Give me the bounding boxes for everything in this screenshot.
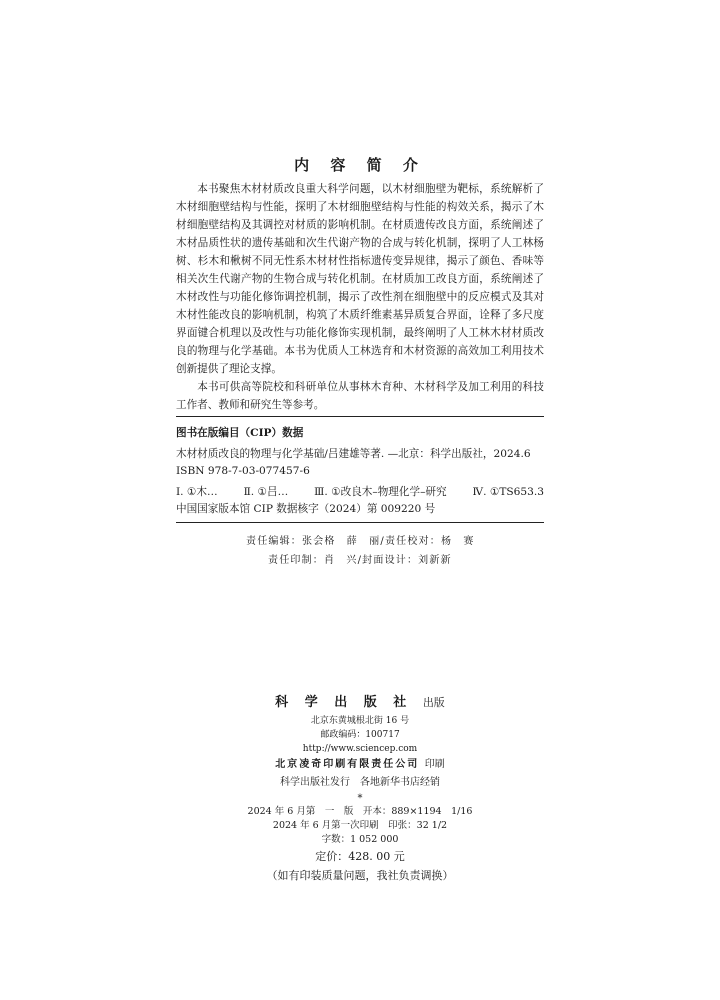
- cip-record-number: 中国国家版本馆 CIP 数据核字（2024）第 009220 号: [176, 503, 436, 515]
- publisher-line: [0, 692, 720, 714]
- cip-class-2: Ⅱ. ①吕…: [243, 486, 289, 498]
- cip-heading: 图书在版编目（CIP）数据: [176, 427, 304, 439]
- printer-line: [0, 756, 720, 773]
- cip-top-rule: [176, 416, 544, 417]
- separator-star: *: [357, 793, 363, 804]
- cip-class-3: Ⅲ. ①改良木–物理化学–研究: [314, 486, 447, 498]
- staff-editors: 责任编辑：张会格 薛 丽/责任校对：杨 赛: [246, 536, 475, 547]
- cip-classification: [176, 484, 544, 501]
- imprint-block: [0, 692, 720, 885]
- publisher-postcode: 邮政编码：100717: [320, 730, 400, 740]
- summary-title: 内 容 简 介: [294, 156, 426, 174]
- word-count: 字数：1 052 000: [321, 834, 399, 845]
- quality-note: （如有印装质量问题，我社负责调换）: [266, 869, 454, 882]
- publisher-name: 科 学 出 版 社: [275, 695, 413, 710]
- price: 定价：428. 00 元: [315, 850, 405, 863]
- distribution-line: 科学出版社发行 各地新华书店经销: [280, 777, 440, 788]
- summary-paragraph-1: 本书聚焦木材材质改良重大科学问题，以木材细胞壁为靶标，系统解析了木材细胞壁结构与性能，探明了木材细胞壁结构与性能的构效关系，揭示了木材细胞壁结构及其调控对材质的影响机制。在材质遗传改良方面，系统阐述了木材品质性状的遗传基础和次生代谢产物的合成与转化机制，探明了人工林杨树、杉木和楸树不同无性系木材材性指标遗传变异规律，揭示了颜色、香味等相关次生代谢产物的生物合成与转化机制。在材质加工改良方面，系统阐述了木材改性与功能化修饰调控机制，揭示了改性剂在细胞壁中的反应模式及其对木材性能改良的影响机制，构筑了木质纤维素基异质复合界面，诠释了多尺度界面键合机理以及改性与功能化修饰实现机制，最终阐明了人工林木材材质改良的物理与化学基础。本书为优质人工林选育和木材资源的高效加工利用技术创新提供了理论支撑。: [176, 183, 544, 375]
- publisher-address: 北京东黄城根北街 16 号: [310, 716, 410, 726]
- edition-line-1: 2024 年 6 月第 一 版 开本：889×1194 1/16: [247, 806, 473, 817]
- printer-suffix: 印刷: [424, 759, 445, 770]
- cip-class-1: Ⅰ. ①木…: [176, 486, 218, 498]
- edition-line-2: 2024 年 6 月第一次印刷 印张：32 1/2: [272, 820, 448, 831]
- cip-class-4: Ⅳ. ①TS653.3: [472, 486, 544, 498]
- cip-bottom-rule: [176, 522, 544, 523]
- cip-title-line: 木材材质改良的物理与化学基础/吕建雄等著. —北京：科学出版社，2024.6: [176, 448, 531, 460]
- cip-block: [176, 424, 544, 518]
- publisher-website: http://www.sciencep.com: [302, 744, 418, 754]
- publisher-suffix: 出版: [422, 696, 445, 709]
- cip-isbn: ISBN 978-7-03-077457-6: [176, 465, 310, 477]
- summary-paragraph-2: 本书可供高等院校和科研单位从事林木育种、木材科学及加工利用的科技工作者、教师和研究生等参考。: [176, 381, 544, 411]
- printer-name: 北京凌奇印刷有限责任公司: [275, 759, 420, 770]
- staff-production: 责任印制：肖 兴/封面设计：刘新新: [268, 555, 452, 566]
- summary-text: [176, 180, 544, 414]
